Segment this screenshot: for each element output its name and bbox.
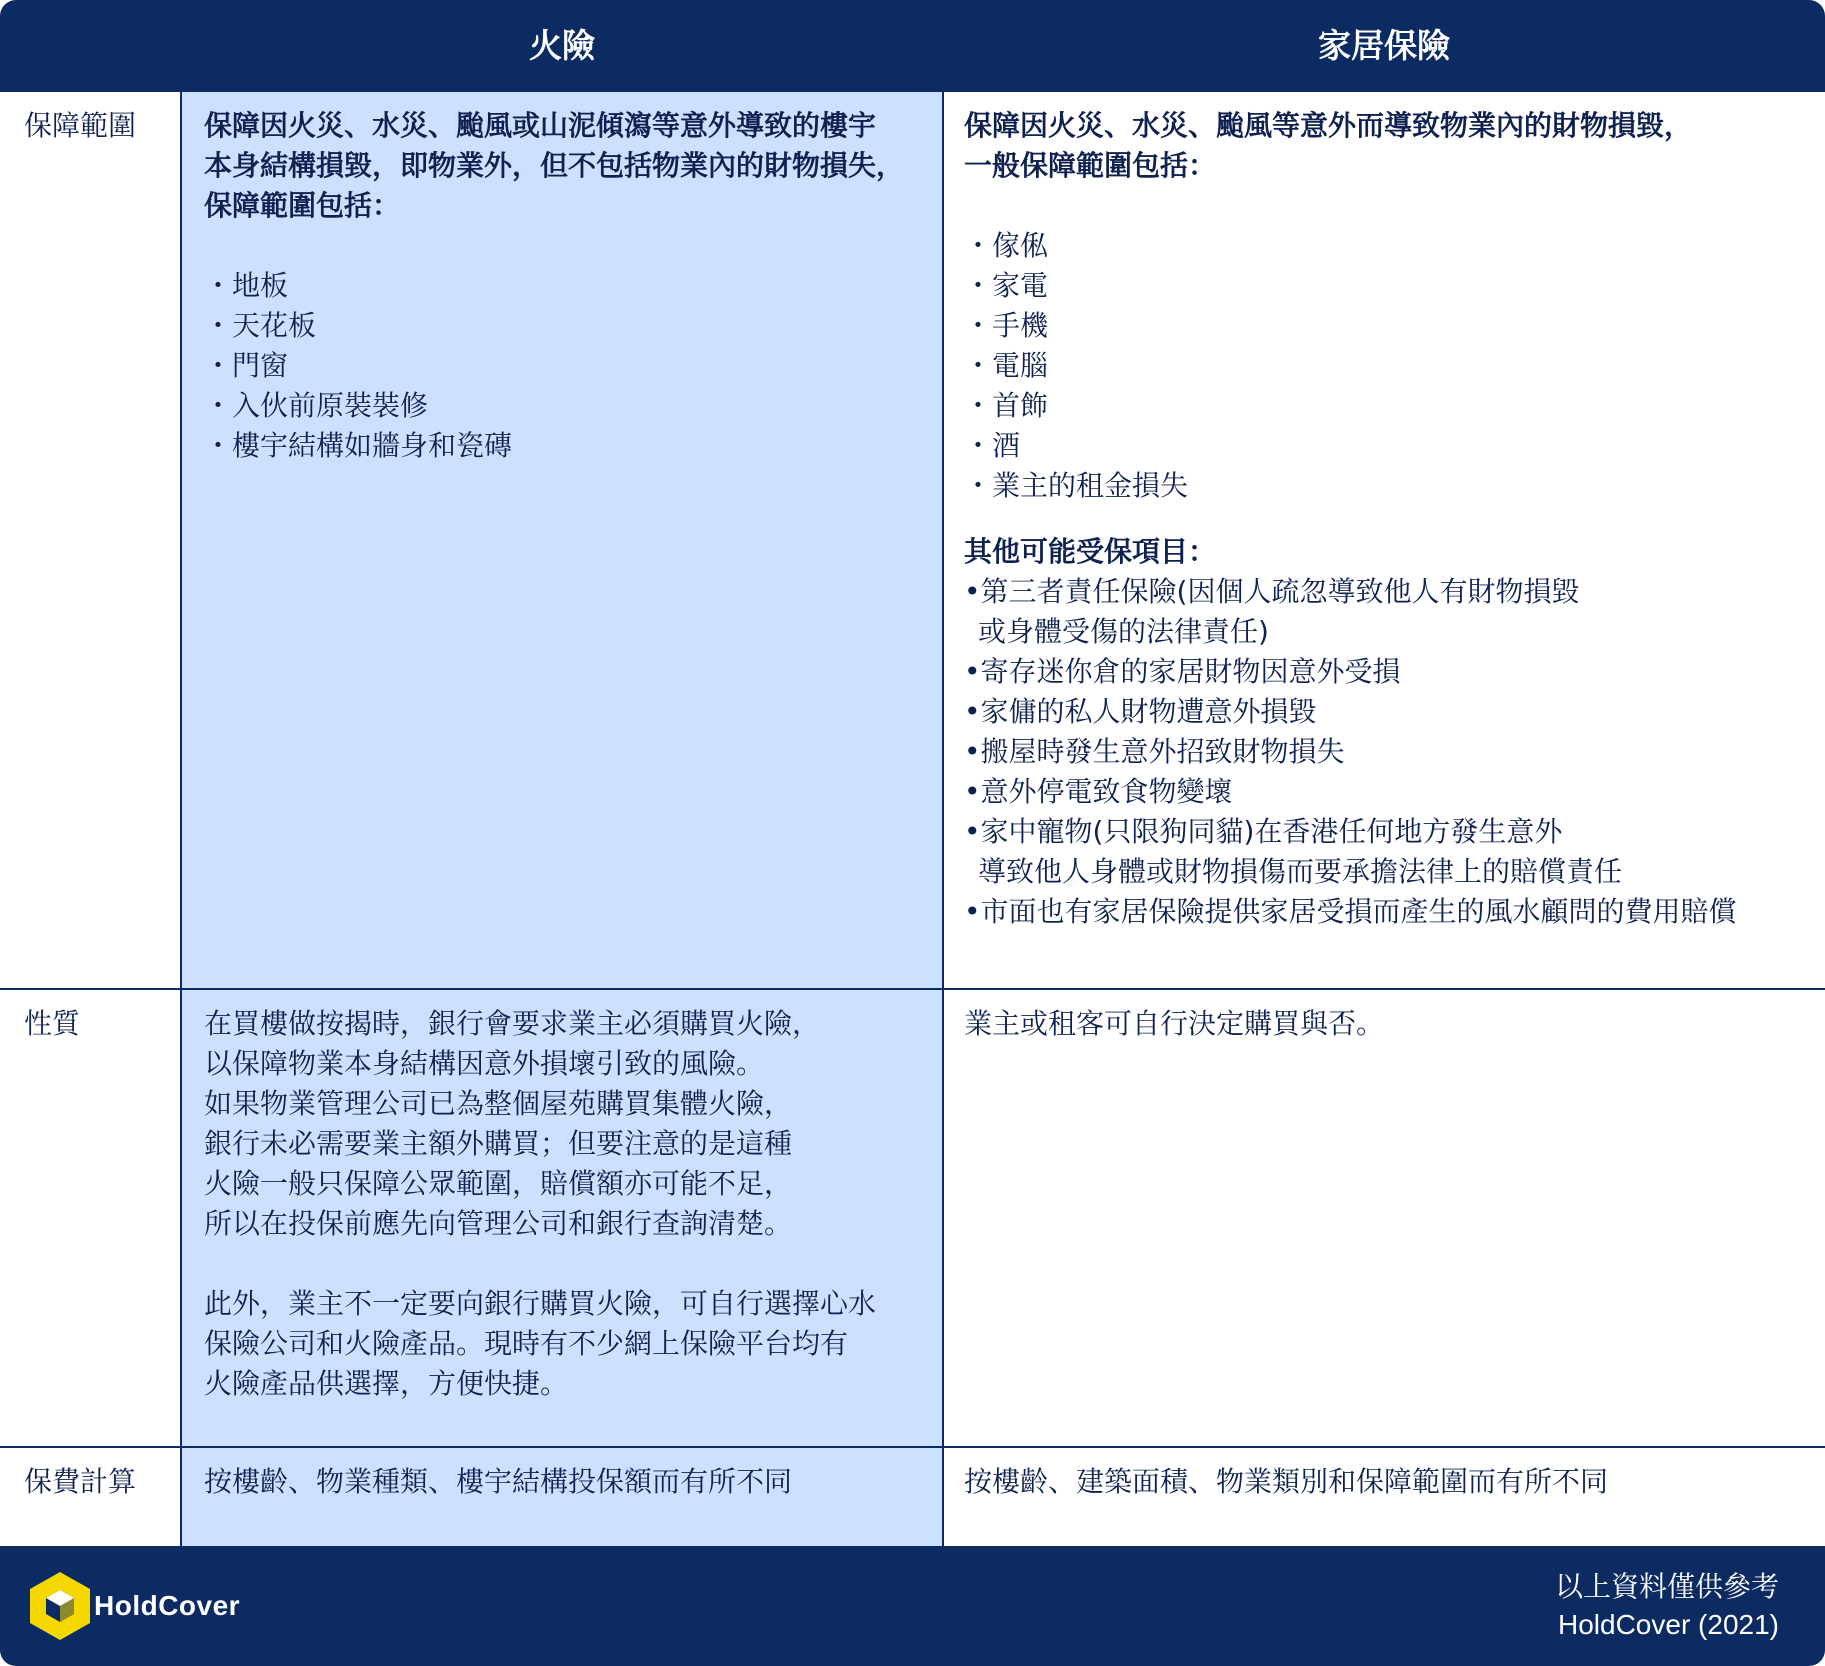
column-divider-right bbox=[942, 92, 944, 1546]
home-nature-text: 業主或租客可自行決定購買與否。 bbox=[964, 1007, 1385, 1040]
home-coverage-item: ・手機 bbox=[964, 309, 1049, 342]
brand-name: HoldCover bbox=[94, 1590, 241, 1621]
home-other-item-line: 或身體受傷的法律責任) bbox=[978, 615, 1269, 648]
fire-coverage-intro-line: 本身結構損毀，即物業外，但不包括物業內的財物損失， bbox=[204, 149, 905, 182]
table-header bbox=[0, 0, 1825, 92]
home-other-item-line: •家中寵物(只限狗同貓)在香港任何地方發生意外 bbox=[964, 815, 1563, 848]
fire-coverage-item: ・地板 bbox=[204, 269, 289, 302]
home-premium-text: 按樓齡、建築面積、物業類別和保障範圍而有所不同 bbox=[964, 1465, 1609, 1498]
home-coverage-cell bbox=[964, 106, 1814, 932]
fire-nature-line: 銀行未必需要業主額外購買；但要注意的是這種 bbox=[204, 1127, 793, 1160]
fire-coverage-cell bbox=[204, 106, 926, 466]
fire-nature-line: 在買樓做按揭時，銀行會要求業主必須購買火險， bbox=[204, 1007, 821, 1040]
fire-nature-line: 如果物業管理公司已為整個屋苑購買集體火險， bbox=[204, 1087, 793, 1120]
fire-nature-line: 以保障物業本身結構因意外損壞引致的風險。 bbox=[204, 1047, 765, 1080]
home-other-item-line: •寄存迷你倉的家居財物因意外受損 bbox=[964, 655, 1401, 688]
fire-nature-line: 所以在投保前應先向管理公司和銀行查詢清楚。 bbox=[204, 1207, 793, 1240]
home-other-item-line: •家傭的私人財物遭意外損毀 bbox=[964, 695, 1317, 728]
fire-nature-line: 火險一般只保障公眾範圍，賠償額亦可能不足， bbox=[204, 1167, 793, 1200]
home-coverage-item: ・電腦 bbox=[964, 349, 1049, 382]
home-other-items-title: 其他可能受保項目： bbox=[964, 535, 1217, 568]
home-coverage-item: ・傢俬 bbox=[964, 229, 1049, 262]
home-coverage-intro-line: 保障因火災、水災、颱風等意外而導致物業內的財物損毀， bbox=[964, 109, 1693, 142]
home-premium-cell bbox=[964, 1462, 1814, 1502]
fire-coverage-item: ・門窗 bbox=[204, 349, 289, 382]
fire-coverage-item: ・樓宇結構如牆身和瓷磚 bbox=[204, 429, 513, 462]
fire-nature-line: 此外，業主不一定要向銀行購買火險，可自行選擇心水 bbox=[204, 1287, 877, 1320]
home-insurance-column-title: 家居保險 bbox=[1318, 26, 1450, 65]
home-other-item-line: •搬屋時發生意外招致財物損失 bbox=[964, 735, 1345, 768]
home-other-item-line: •第三者責任保險(因個人疏忽導致他人有財物損毀 bbox=[964, 575, 1580, 608]
footer bbox=[0, 1546, 1825, 1666]
home-coverage-intro-line: 一般保障範圍包括： bbox=[964, 149, 1217, 182]
fire-coverage-intro-line: 保障因火災、水災、颱風或山泥傾瀉等意外導致的樓宇 bbox=[204, 109, 877, 142]
row-label-nature: 性質 bbox=[24, 1007, 81, 1040]
home-coverage-item: ・業主的租金損失 bbox=[964, 469, 1189, 502]
home-coverage-item: ・酒 bbox=[964, 429, 1021, 462]
disclaimer-note: 以上資料僅供參考 bbox=[1554, 1570, 1779, 1603]
row-label-premium: 保費計算 bbox=[24, 1465, 137, 1498]
home-other-item-line: •市面也有家居保險提供家居受損而產生的風水顧問的費用賠償 bbox=[964, 895, 1737, 928]
fire-nature-line: 火險產品供選擇，方便快捷。 bbox=[204, 1367, 569, 1400]
fire-insurance-column-title: 火險 bbox=[529, 26, 595, 65]
home-coverage-item: ・家電 bbox=[964, 269, 1049, 302]
fire-nature-cell bbox=[204, 1004, 926, 1404]
source-credit: HoldCover (2021) bbox=[1558, 1609, 1779, 1640]
holdcover-cube-logo-icon bbox=[22, 1568, 98, 1644]
row-label-coverage: 保障範圍 bbox=[24, 109, 137, 142]
fire-premium-cell bbox=[204, 1462, 926, 1502]
fire-coverage-item: ・天花板 bbox=[204, 309, 317, 342]
home-other-item-line: 導致他人身體或財物損傷而要承擔法律上的賠償責任 bbox=[978, 855, 1623, 888]
column-divider-left bbox=[180, 92, 182, 1546]
fire-nature-line: 保險公司和火險產品。現時有不少網上保險平台均有 bbox=[204, 1327, 849, 1360]
fire-coverage-item: ・入伙前原裝裝修 bbox=[204, 389, 429, 422]
row-divider-2 bbox=[0, 1446, 1825, 1448]
fire-premium-text: 按樓齡、物業種類、樓宇結構投保額而有所不同 bbox=[204, 1465, 793, 1498]
fire-coverage-intro-line: 保障範圍包括： bbox=[204, 189, 401, 222]
home-nature-cell bbox=[964, 1004, 1814, 1044]
row-divider-1 bbox=[0, 988, 1825, 990]
home-coverage-item: ・首飾 bbox=[964, 389, 1049, 422]
home-other-item-line: •意外停電致食物變壞 bbox=[964, 775, 1233, 808]
